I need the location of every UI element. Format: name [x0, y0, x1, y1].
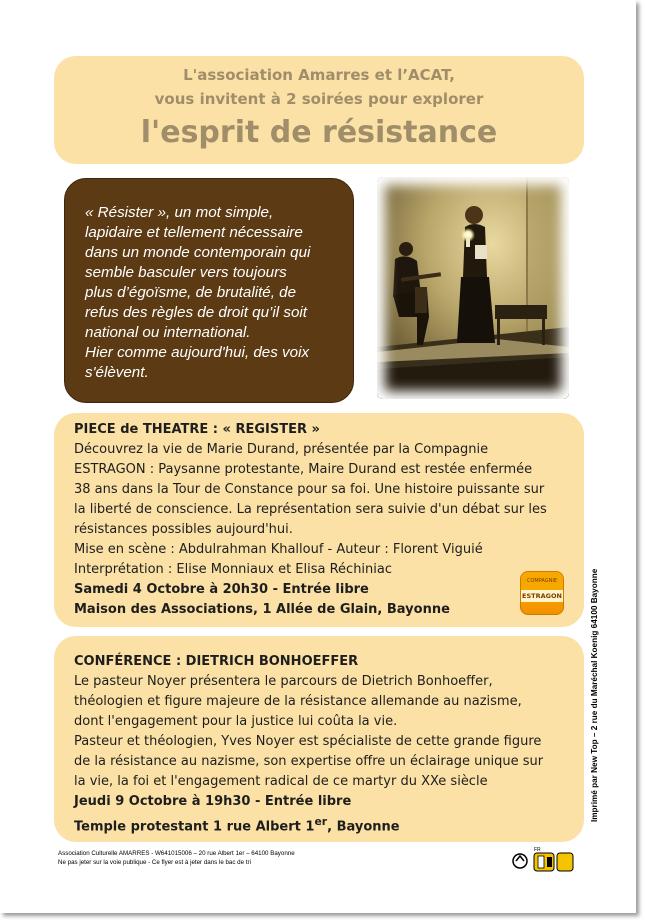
printer-credit: Imprimé par New Top – 2 rue du Maréchal Koenig 64100 Bayonne	[590, 568, 599, 822]
quote-line: s'élèvent.	[85, 364, 149, 381]
header-banner	[54, 56, 584, 164]
conference-place-text: Temple protestant 1 rue Albert 1	[74, 819, 315, 835]
quote-box	[64, 178, 354, 403]
footer	[58, 850, 295, 867]
theatre-text-line: ESTRAGON : Paysanne protestante, Maire Durand est restée enfermée	[74, 462, 533, 477]
footer-line-1: Association Culturelle AMARRES - W641015006 – 20 rue Albert 1er – 64100 Bayonne	[58, 850, 295, 857]
estragon-logo-top: COMPAGNIE	[521, 572, 563, 590]
quote-line: « Résister », un mot simple,	[85, 204, 274, 221]
theatre-date: Samedi 4 Octobre à 20h30 - Entrée libre	[74, 582, 369, 597]
quote-line: national ou international.	[85, 324, 251, 341]
header-title: l'esprit de résistance	[140, 115, 498, 150]
theatre-place: Maison des Associations, 1 Allée de Glain, Bayonne	[74, 602, 450, 617]
theatre-text-line: Découvrez la vie de Marie Durand, présentée par la Compagnie	[74, 442, 489, 457]
conference-place-sup: er	[314, 815, 328, 828]
quote-line: refus des règles de droit qu’il soit	[85, 304, 308, 321]
paper-bin-icon	[534, 853, 554, 871]
estragon-logo-word: ESTRAGON	[522, 592, 562, 600]
estragon-logo	[520, 571, 564, 615]
quote-line: semble basculer vers toujours	[85, 264, 287, 281]
quote-line: lapidaire et tellement nécessaire	[85, 224, 303, 241]
conference-text-line: dont l'engagement pour la justice lui coûta la vie.	[74, 714, 398, 729]
theatre-photo	[377, 177, 569, 399]
eco-label: FR	[534, 847, 541, 853]
quote-line: Hier comme aujourd'hui, des voix	[85, 344, 310, 361]
theatre-text-line: Mise en scène : Abdulrahman Khallouf - Auteur : Florent Viguié	[74, 542, 483, 557]
recycling-logos	[510, 845, 580, 873]
theatre-title: PIECE de THEATRE : « REGISTER »	[74, 422, 320, 437]
conference-text-line: Pasteur et théologien, Yves Noyer est spécialiste de cette grande figure	[74, 734, 542, 749]
theatre-text-line: résistances possibles aujourd'hui.	[74, 522, 293, 537]
footer-line-2: Ne pas jeter sur la voie publique - Ce flyer est à jeter dans le bac de tri	[58, 858, 251, 866]
conference-place-city: , Bayonne	[327, 819, 400, 835]
quote-line: dans un monde contemporain qui	[85, 244, 311, 261]
header-line-2: vous invitent à 2 soirées pour explorer	[154, 90, 484, 108]
triman-icon	[513, 854, 527, 868]
conference-text-line: Le pasteur Noyer présentera le parcours de Dietrich Bonhoeffer,	[74, 674, 493, 689]
conference-date: Jeudi 9 Octobre à 19h30 - Entrée libre	[74, 794, 352, 809]
conference-title: CONFÉRENCE : DIETRICH BONHOEFFER	[74, 654, 359, 669]
theatre-section	[54, 413, 584, 627]
conference-text-line: de la résistance au nazisme, son expertise offre un éclairage unique sur	[74, 754, 544, 769]
conference-text-line: la vie, la foi et l'engagement radical de ce martyr du XXe siècle	[74, 774, 488, 789]
theatre-text-line: la liberté de conscience. La représentation sera suivie d'un débat sur les	[74, 502, 547, 517]
quote-line: plus d’égoïsme, de brutalité, de	[85, 284, 297, 301]
conference-text-line: théologien et figure majeure de la résistance allemande au nazisme,	[74, 694, 522, 709]
conference-section	[54, 636, 584, 842]
bin-icon	[557, 853, 573, 871]
theatre-text-line: 38 ans dans la Tour de Constance pour sa foi. Une histoire puissante sur	[74, 482, 545, 497]
theatre-text-line: Interprétation : Elise Monniaux et Elisa Réchiniac	[74, 562, 393, 577]
header-line-1: L'association Amarres et l’ACAT,	[183, 66, 455, 84]
conference-place	[74, 812, 584, 837]
